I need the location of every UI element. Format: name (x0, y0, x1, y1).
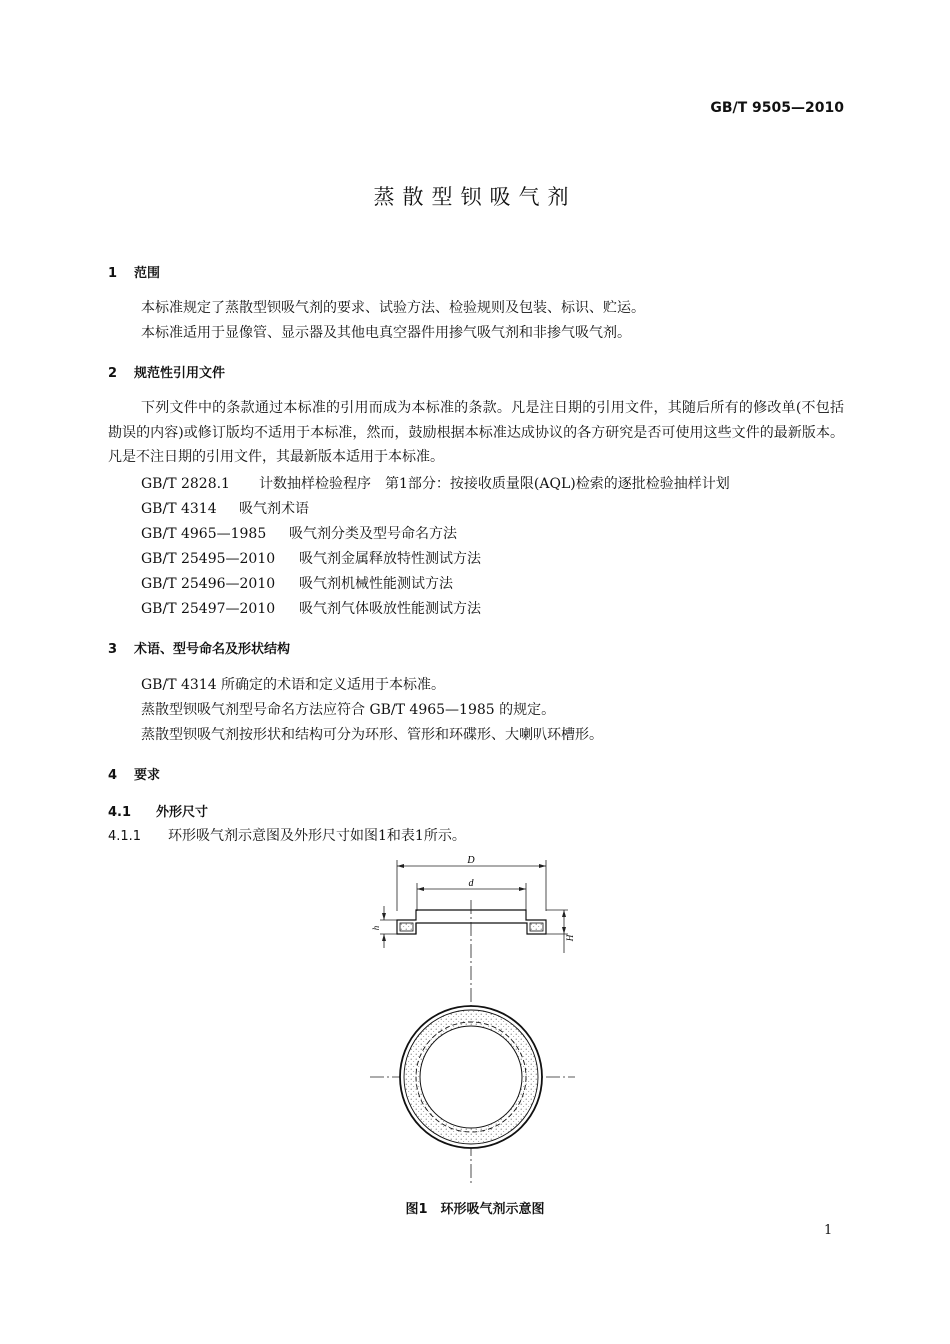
clause-text: 环形吸气剂示意图及外形尺寸如图1和表1所示。 (168, 828, 466, 844)
reference-code: GB/T 4965—1985 (141, 526, 267, 542)
section-title: 范围 (134, 266, 161, 281)
subsection-title: 外形尺寸 (156, 805, 209, 820)
reference-code: GB/T 2828.1 (141, 476, 230, 492)
reference-item (141, 498, 309, 518)
label-H: H (565, 934, 575, 942)
section-number: 4 (108, 768, 118, 783)
subsection-4-1-heading (108, 801, 208, 820)
reference-title: 吸气剂机械性能测试方法 (299, 576, 453, 592)
label-d: d (468, 878, 474, 889)
dimension-h (371, 906, 397, 948)
label-h: h (371, 925, 381, 931)
standard-number: GB/T 9505—2010 (710, 100, 844, 116)
page-number: 1 (824, 1223, 833, 1238)
reference-code: GB/T 25495—2010 (141, 551, 276, 567)
reference-item (141, 598, 481, 618)
section-number: 1 (108, 266, 118, 281)
section-title: 术语、型号命名及形状结构 (134, 642, 291, 657)
section-1-paragraph-2: 本标准适用于显像管、显示器及其他电真空器件用掺气吸气剂和非掺气吸气剂。 (141, 325, 631, 341)
section-2-intro: 下列文件中的条款通过本标准的引用而成为本标准的条款。凡是注日期的引用文件，其随后所有的修改单(不包括勘误的内容)或修订版均不适用于本标准，然而，鼓励根据本标准达成协议的各方研究是否可使用这些文件的最新版本。凡是不注日期的引用文件，其最新版本适用于本标准。 (108, 400, 844, 465)
reference-title: 吸气剂金属释放特性测试方法 (299, 551, 481, 567)
reference-title: 吸气剂气体吸放性能测试方法 (299, 601, 481, 617)
reference-title: 计数抽样检验程序 第1部分：按接收质量限(AQL)检索的逐批检验抽样计划 (259, 476, 730, 492)
dimension-d (417, 878, 526, 911)
reference-code: GB/T 25496—2010 (141, 576, 276, 592)
section-number: 2 (108, 366, 118, 381)
label-D: D (467, 855, 475, 866)
dimension-H (546, 910, 575, 953)
section-4-heading (108, 764, 160, 783)
reference-item (141, 473, 730, 493)
reference-item (141, 573, 453, 593)
section-number: 3 (108, 642, 118, 657)
section-3-paragraph-1: GB/T 4314 所确定的术语和定义适用于本标准。 (141, 677, 446, 693)
ring-getter-figure (360, 848, 590, 1193)
reference-item (141, 548, 481, 568)
section-3-heading (108, 638, 290, 657)
section-2-heading (108, 362, 225, 381)
clause-number: 4.1.1 (108, 829, 142, 844)
section-title: 规范性引用文件 (134, 366, 226, 381)
reference-title: 吸气剂术语 (239, 501, 309, 517)
reference-code: GB/T 25497—2010 (141, 601, 276, 617)
section-3-paragraph-3: 蒸散型钡吸气剂按形状和结构可分为环形、管形和环碟形、大喇叭环槽形。 (141, 727, 603, 743)
top-view-ring (400, 1006, 542, 1148)
section-3-paragraph-2: 蒸散型钡吸气剂型号命名方法应符合 GB/T 4965—1985 的规定。 (141, 702, 556, 718)
reference-code: GB/T 4314 (141, 501, 217, 517)
subsection-number: 4.1 (108, 805, 132, 820)
clause-4-1-1 (108, 825, 466, 845)
figure-caption: 图1 环形吸气剂示意图 (405, 1202, 545, 1217)
document-title: 蒸散型钡吸气剂 (373, 185, 577, 209)
section-1-heading (108, 262, 160, 281)
reference-title: 吸气剂分类及型号命名方法 (289, 526, 457, 542)
section-1-paragraph-1: 本标准规定了蒸散型钡吸气剂的要求、试验方法、检验规则及包装、标识、贮运。 (141, 300, 645, 316)
section-title: 要求 (134, 768, 161, 783)
reference-item (141, 523, 457, 543)
side-section-view (397, 910, 546, 934)
